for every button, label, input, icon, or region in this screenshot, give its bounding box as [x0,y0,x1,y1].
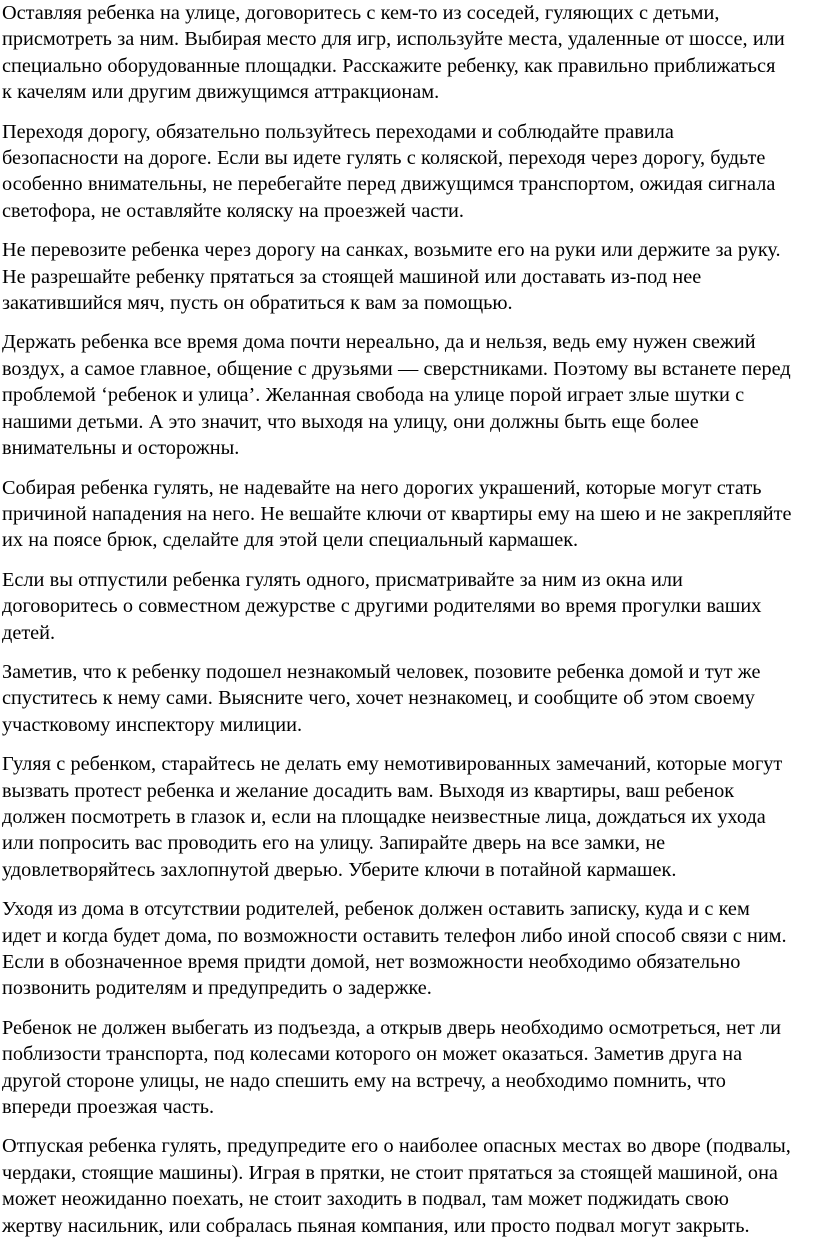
paragraph-line: договоритесь о совместном дежурстве с другими родителями во время прогулки ваших [2,595,762,618]
paragraph-line: к качелям или другим движущимся аттракционам. [2,81,440,104]
paragraph [2,659,816,738]
paragraph-line: должен посмотреть в глазок и, если на площадке неизвестные лица, дождаться их ухода [2,805,766,828]
paragraph-line: Оставляя ребенка на улице, договоритесь с кем-то из соседей, гуляющих с детьми, [2,2,720,24]
paragraph-line: Не разрешайте ребенку прятаться за стоящей машиной или доставать из-под нее [2,265,702,288]
paragraph [2,1015,816,1121]
paragraph-line: Если вы отпустили ребенка гулять одного, присматривайте за ним из окна или [2,568,683,591]
paragraph-line: спуститесь к нему сами. Выясните чего, хочет незнакомец, и сообщите об этом своему [2,687,755,710]
paragraph-line: другой стороне улицы, не надо спешить ему на встречу, а необходимо помнить, что [2,1069,726,1092]
paragraph-line: чердаки, стоящие машины). Играя в прятки, не стоит прятаться за стоящей машиной, она [2,1161,778,1184]
paragraph-line: воздух, а самое главное, общение с друзьями — сверстниками. Поэтому вы встанете перед [2,357,791,380]
paragraph-line: проблемой ‘ребенок и улица’. Желанная свобода на улице порой играет злые шутки с [2,384,745,407]
paragraph-line: безопасности на дороге. Если вы идете гулять с коляской, переходя через дорогу, будьте [2,147,766,170]
paragraph [2,475,816,554]
paragraph [2,1133,816,1239]
paragraph-line: специально оборудованные площадки. Расскажите ребенку, как правильно приближаться [2,54,776,77]
paragraph-line: удовлетворяйтесь захлопнутой дверью. Уберите ключи в потайной кармашек. [2,858,677,881]
paragraph-line: закатившийся мяч, пусть он обратиться к вам за помощью. [2,292,513,315]
paragraph-line: светофора, не оставляйте коляску на проезжей части. [2,199,464,222]
paragraph-line: или попросить вас проводить его на улицу. Запирайте дверь на все замки, не [2,832,666,855]
paragraph-line: жертву насильник, или собралась пьяная компания, или просто подвал могут закрыть. [2,1214,750,1237]
paragraph [2,0,816,106]
paragraph [2,237,816,316]
paragraph-line: детей. [2,621,56,644]
paragraph-line: Если в обозначенное время придти домой, нет возможности необходимо обязательно [2,951,741,973]
paragraph-line: присмотреть за ним. Выбирая место для игр, используйте места, удаленные от шоссе, или [2,28,785,51]
paragraph-line: может неожиданно поехать, не стоит заходить в подвал, там может поджидать свою [2,1188,729,1211]
paragraph [2,751,816,883]
paragraph-line: Переходя дорогу, обязательно пользуйтесь переходами и соблюдайте правила [2,120,674,143]
paragraph-line: Собирая ребенка гулять, не надевайте на него дорогих украшений, которые могут стать [2,476,762,499]
paragraph-line: участковому инспектору милиции. [2,713,303,736]
paragraph-line: Отпуская ребенка гулять, предупредите его о наиболее опасных местах во дворе (подвалы, [2,1135,791,1158]
paragraph [2,567,816,646]
paragraph-line: особенно внимательны, не перебегайте перед движущимся транспортом, ожидая сигнала [2,173,776,196]
paragraph-line: Не перевозите ребенка через дорогу на санках, возьмите его на руки или держите за руку. [2,239,781,262]
paragraph-line: Гуляя с ребенком, старайтесь не делать ему немотивированных замечаний, которые могут [2,753,783,776]
paragraph-line: позвонить родителям и предупредить о задержке. [2,977,432,1000]
paragraph-line: Уходя из дома в отсутствии родителей, ребенок должен оставить записку, куда и с кем [2,898,750,921]
paragraph-line: внимательны и осторожны. [2,437,240,460]
paragraph-line: Держать ребенка все время дома почти нереально, да и нельзя, ведь ему нужен свежий [2,331,756,354]
paragraph-line: нашими детьми. А это значит, что выходя на улицу, они должны быть еще более [2,410,699,433]
paragraph-line: поблизости транспорта, под колесами которого он может оказаться. Заметив друга на [2,1043,743,1066]
paragraph-line: идет и когда будет дома, по возможности оставить телефон либо иной способ связи с ним. [2,924,787,947]
paragraph-line: причиной нападения на него. Не вешайте ключи от квартиры ему на шею и не закрепляйте [2,502,792,525]
paragraph-line: Ребенок не должен выбегать из подъезда, а открыв дверь необходимо осмотреться, нет ли [2,1016,781,1039]
paragraph-line: впереди проезжая часть. [2,1096,215,1119]
paragraph [2,119,816,225]
paragraph-line: вызвать протест ребенка и желание досадить вам. Выходя из квартиры, ваш ребенок [2,779,735,802]
paragraph [2,896,816,1002]
paragraph [2,329,816,461]
paragraph-line: их на поясе брюк, сделайте для этой цели специальный кармашек. [2,529,579,552]
paragraph-line: Заметив, что к ребенку подошел незнакомый человек, позовите ребенка домой и тут же [2,660,761,683]
document-body [2,0,816,1247]
